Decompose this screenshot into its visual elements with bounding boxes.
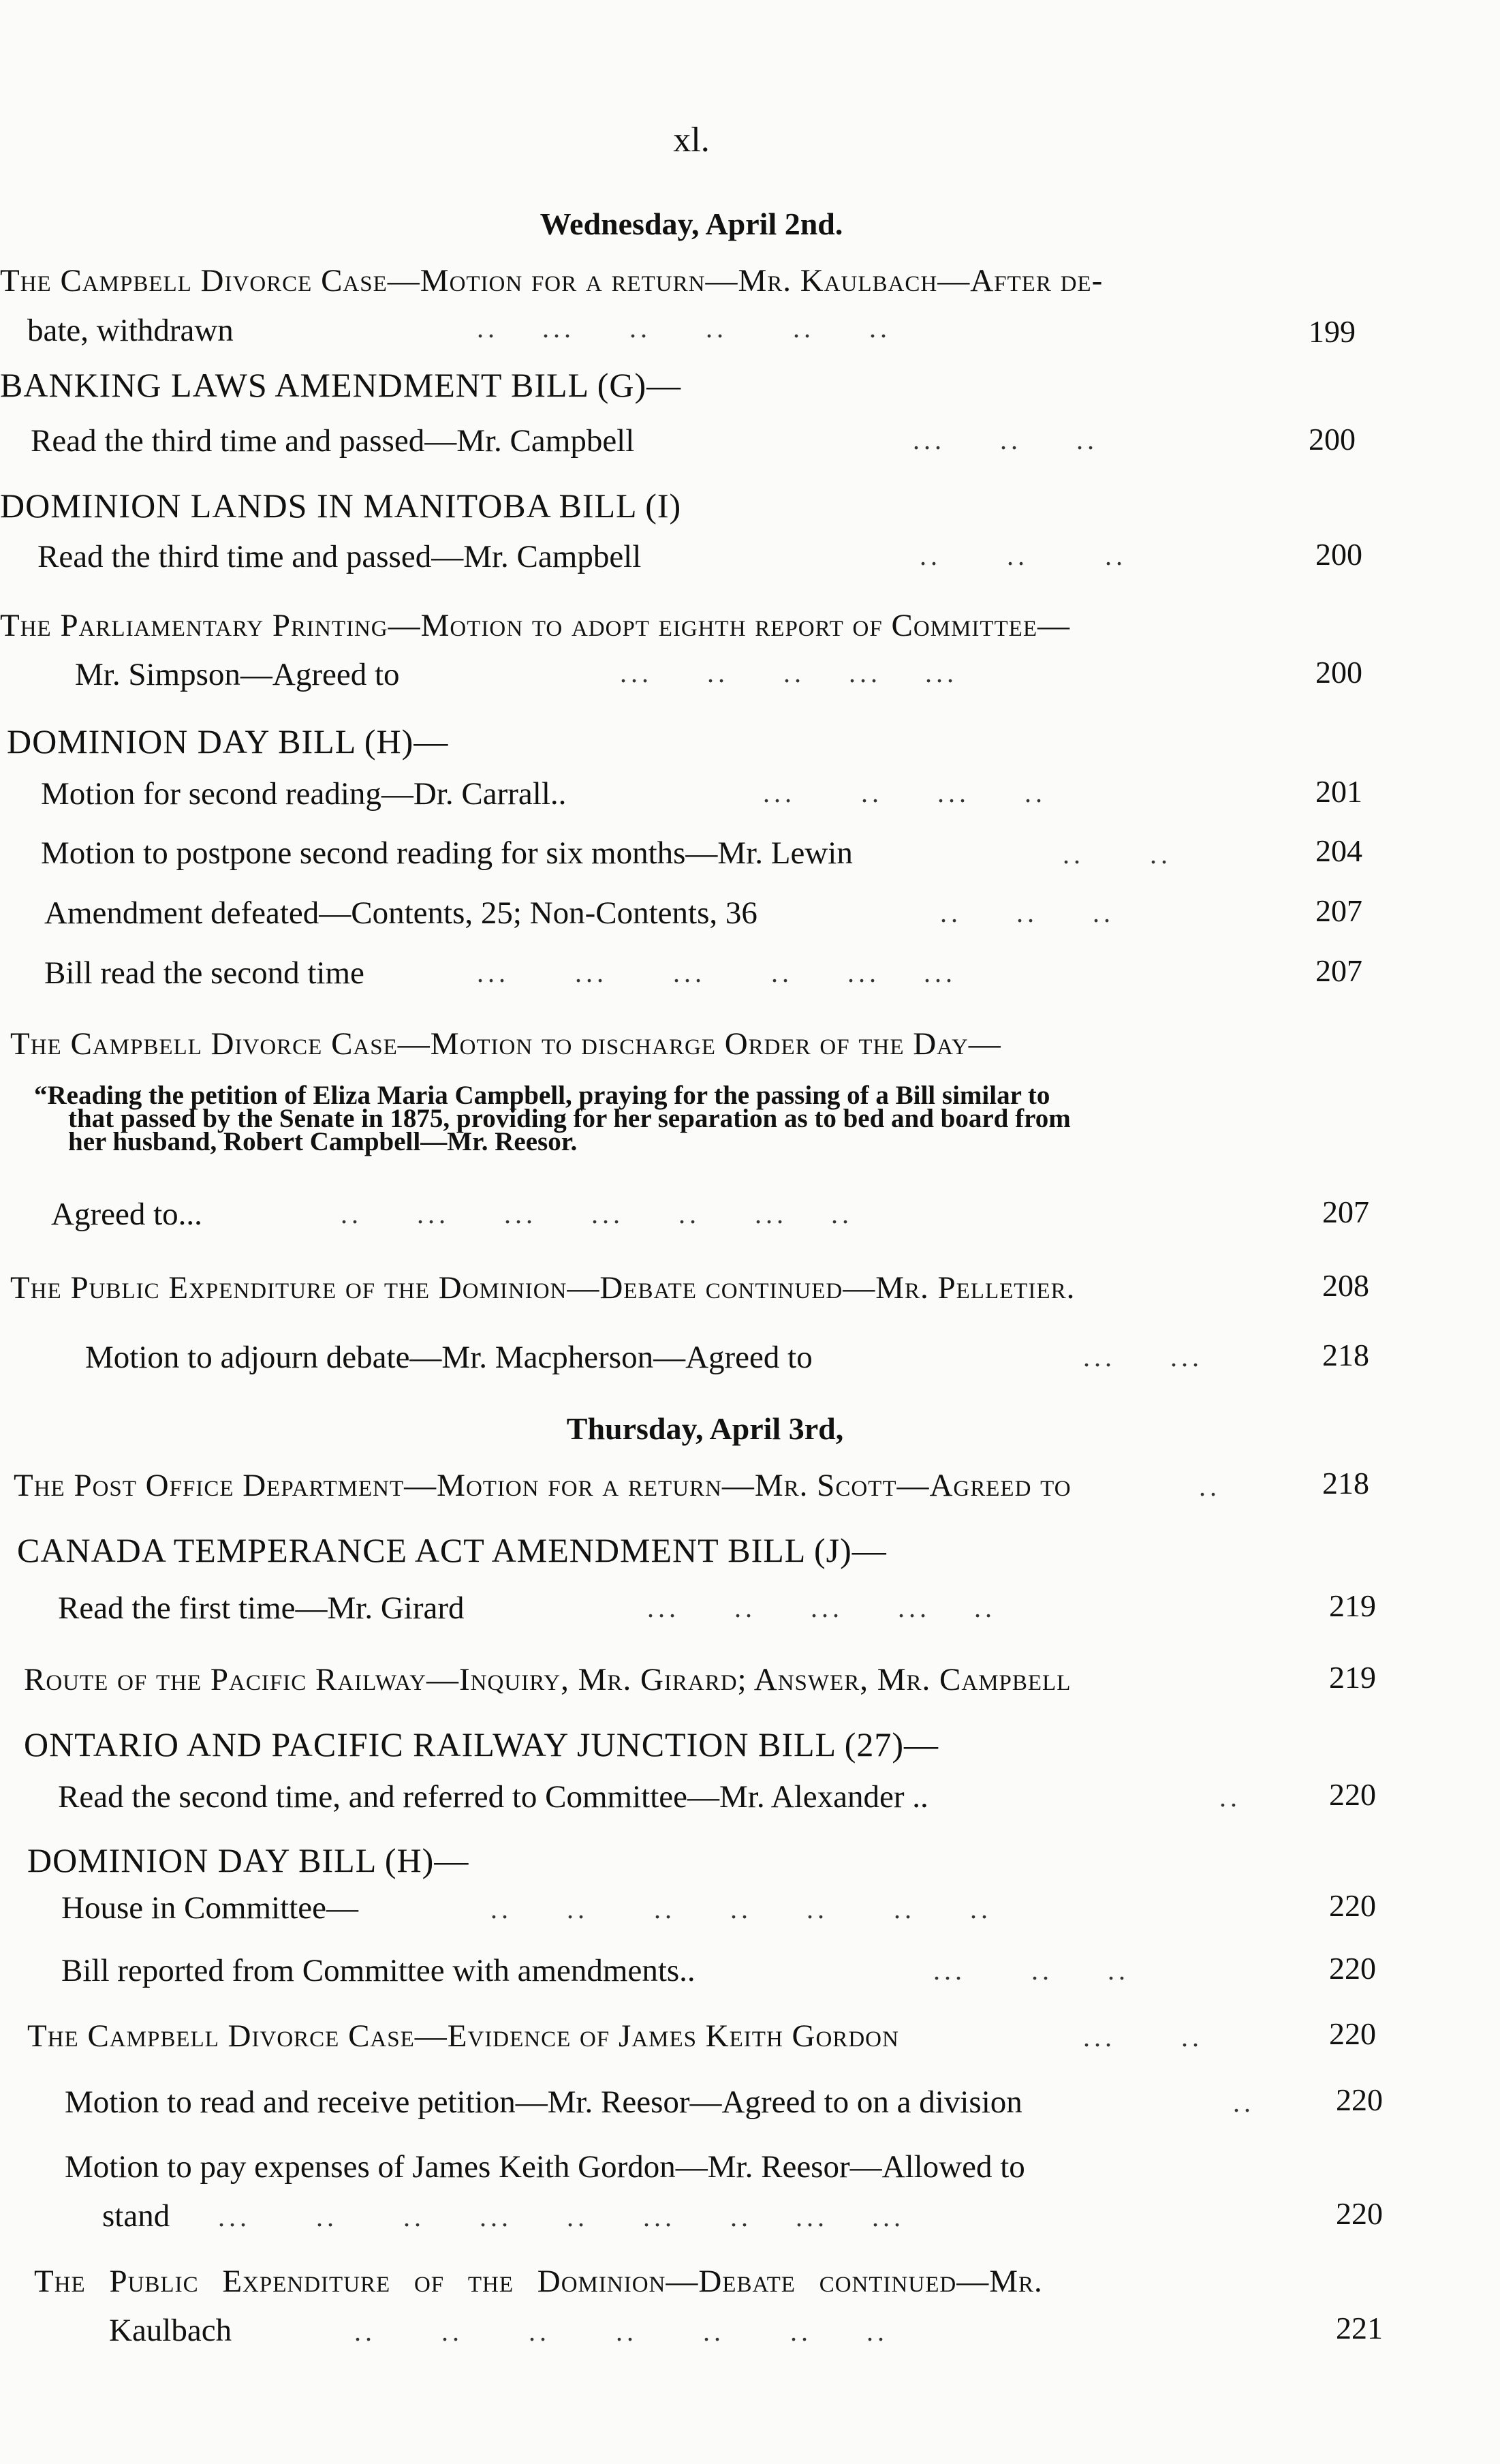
page-ref: 220 bbox=[1336, 2196, 1383, 2231]
entry-detail: Read the first time—Mr. Girard bbox=[58, 1590, 465, 1626]
leader-dots: ... .. ... ... .. bbox=[647, 1592, 996, 1623]
entry-detail: Motion to pay expenses of James Keith Gordon—Mr. Reesor—Allowed to bbox=[65, 2149, 1025, 2185]
leader-dots: ... .. .. ... ... bbox=[620, 658, 958, 688]
page-ref: 201 bbox=[1315, 774, 1362, 809]
entry-detail: Read the third time and passed—Mr. Campbell bbox=[31, 423, 635, 459]
entry-detail: Agreed to... bbox=[51, 1197, 202, 1232]
leader-dots: .. bbox=[1199, 1471, 1221, 1502]
entry-title: DOMINION DAY BILL (H)— bbox=[27, 1841, 469, 1879]
leader-dots: ... .. .. ... .. ... .. ... ... bbox=[218, 2202, 905, 2232]
entry-title: The Public Expenditure of the Dominion—Debate continued—Mr. bbox=[34, 2264, 1043, 2299]
leader-dots: ... .. bbox=[1083, 2022, 1203, 2052]
entry-detail: stand bbox=[102, 2198, 170, 2234]
page-ref: 219 bbox=[1329, 1660, 1376, 1695]
page-ref: 200 bbox=[1309, 422, 1356, 457]
entry-title: The Campbell Divorce Case—Motion for a return—Mr. Kaulbach—After de- bbox=[0, 263, 1104, 298]
page-number: xl. bbox=[673, 121, 710, 159]
page-ref: 220 bbox=[1329, 1777, 1376, 1812]
page-ref: 218 bbox=[1322, 1338, 1369, 1372]
page-ref: 208 bbox=[1322, 1268, 1369, 1303]
page-ref: 220 bbox=[1329, 1951, 1376, 1986]
entry-detail: Read the third time and passed—Mr. Campbell bbox=[37, 539, 642, 574]
entry-detail: bate, withdrawn bbox=[27, 313, 234, 348]
entry-detail: Motion for second reading—Dr. Carrall.. bbox=[41, 776, 567, 812]
entry-detail: Bill reported from Committee with amendments.. bbox=[61, 1953, 696, 1988]
leader-dots: ... ... bbox=[1083, 1342, 1203, 1372]
entry-detail: Kaulbach bbox=[109, 2313, 232, 2348]
entry-title: DOMINION LANDS IN MANITOBA BILL (I) bbox=[0, 487, 682, 525]
entry-detail: House in Committee— bbox=[61, 1890, 359, 1926]
entry-detail: Motion to adjourn debate—Mr. Macpherson—Agreed to bbox=[85, 1340, 813, 1375]
leader-dots: .. bbox=[1233, 2087, 1255, 2118]
entry-detail: Mr. Simpson—Agreed to bbox=[75, 657, 400, 692]
entry-title: BANKING LAWS AMENDMENT BILL (G)— bbox=[0, 366, 682, 404]
entry-title: Route of the Pacific Railway—Inquiry, Mr. Girard; Answer, Mr. Campbell bbox=[24, 1662, 1072, 1697]
leader-dots: .. .. bbox=[1063, 839, 1172, 869]
entry-detail: Motion to read and receive petition—Mr. Reesor—Agreed to on a division bbox=[65, 2084, 1022, 2120]
page-ref: 221 bbox=[1336, 2311, 1383, 2345]
leader-dots: ... ... ... .. ... ... bbox=[477, 957, 956, 988]
entry-detail: Read the second time, and referred to Committee—Mr. Alexander .. bbox=[58, 1779, 928, 1815]
page-ref: 220 bbox=[1329, 2016, 1376, 2051]
day-heading-thursday: Thursday, April 3rd, bbox=[566, 1411, 844, 1446]
leader-dots: .. .. .. bbox=[940, 897, 1114, 928]
entry-title: The Public Expenditure of the Dominion—Debate continued—Mr. Pelletier. bbox=[10, 1270, 1076, 1306]
page-ref: 220 bbox=[1336, 2082, 1383, 2117]
quoted-petition-line: “Reading the petition of Eliza Maria Campbell, praying for the passing of a Bill similar to bbox=[34, 1081, 1050, 1110]
leader-dots: .. .. .. .. .. .. .. bbox=[354, 2316, 888, 2347]
page-ref: 200 bbox=[1315, 537, 1362, 572]
day-heading-wednesday: Wednesday, April 2nd. bbox=[540, 206, 843, 241]
page-ref: 204 bbox=[1315, 833, 1362, 868]
leader-dots: .. .. .. bbox=[920, 540, 1127, 571]
entry-detail: Bill read the second time bbox=[44, 955, 364, 991]
page-ref: 218 bbox=[1322, 1466, 1369, 1500]
leader-dots: ... .. .. bbox=[933, 1955, 1129, 1986]
leader-dots: ... .. .. bbox=[913, 425, 1098, 455]
page-ref: 207 bbox=[1315, 953, 1362, 988]
quoted-petition-line: her husband, Robert Campbell—Mr. Reesor. bbox=[68, 1127, 578, 1156]
page-ref: 207 bbox=[1322, 1195, 1369, 1229]
leader-dots: .. ... .. .. .. .. bbox=[477, 313, 891, 343]
entry-title: The Campbell Divorce Case—Motion to discharge Order of the Day— bbox=[10, 1026, 1001, 1062]
entry-title: CANADA TEMPERANCE ACT AMENDMENT BILL (J)— bbox=[17, 1531, 887, 1569]
leader-dots: .. bbox=[1219, 1782, 1241, 1813]
entry-title: ONTARIO AND PACIFIC RAILWAY JUNCTION BILL (27)— bbox=[24, 1725, 939, 1764]
entry-detail: Amendment defeated—Contents, 25; Non-Contents, 36 bbox=[44, 895, 757, 931]
entry-title: The Post Office Department—Motion for a return—Mr. Scott—Agreed to bbox=[14, 1468, 1072, 1503]
entry-title: DOMINION DAY BILL (H)— bbox=[7, 722, 449, 760]
quoted-petition-line: that passed by the Senate in 1875, providing for her separation as to bed and board from bbox=[68, 1104, 1071, 1133]
page-ref: 200 bbox=[1315, 655, 1362, 690]
leader-dots: .. .. .. .. .. .. .. bbox=[490, 1894, 992, 1924]
page-ref: 220 bbox=[1329, 1888, 1376, 1923]
page-ref: 219 bbox=[1329, 1588, 1376, 1623]
leader-dots: .. ... ... ... .. ... .. bbox=[341, 1199, 853, 1229]
entry-detail: Motion to postpone second reading for six months—Mr. Lewin bbox=[41, 835, 853, 871]
entry-title: The Parliamentary Printing—Motion to adopt eighth report of Committee— bbox=[0, 608, 1070, 643]
page-ref: 199 bbox=[1309, 314, 1356, 349]
page-ref: 207 bbox=[1315, 893, 1362, 928]
entry-title: The Campbell Divorce Case—Evidence of James Keith Gordon bbox=[27, 2018, 899, 2054]
leader-dots: ... .. ... .. bbox=[763, 777, 1046, 808]
